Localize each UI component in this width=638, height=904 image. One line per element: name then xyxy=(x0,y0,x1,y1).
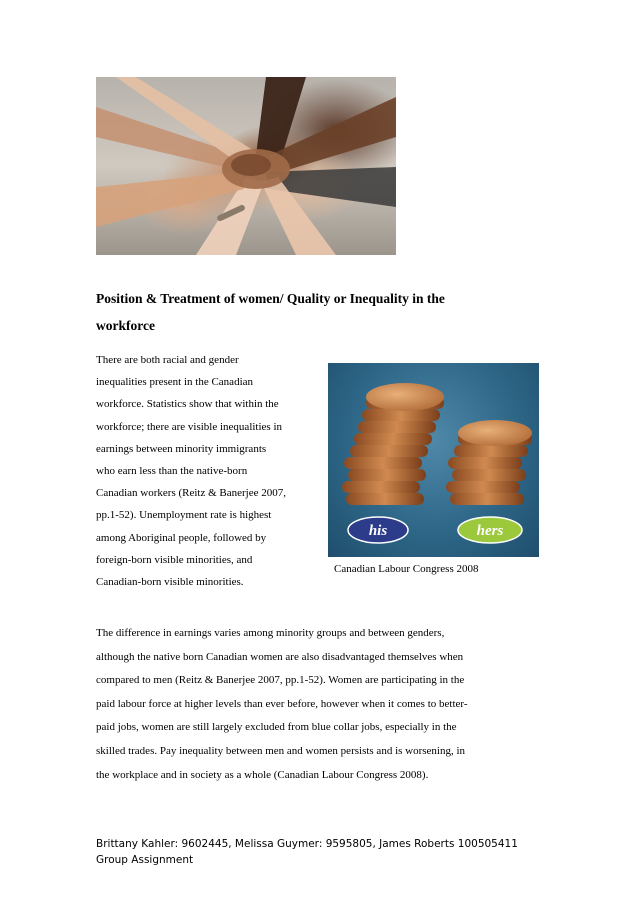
intro-line: among Aboriginal people, followed by xyxy=(96,531,267,544)
hers-label: hers xyxy=(476,523,504,539)
intro-line: Canadian workers (Reitz & Banerjee 2007, xyxy=(96,487,286,500)
page-footer xyxy=(96,836,556,868)
his-label: his xyxy=(368,523,388,539)
body-line: compared to men (Reitz & Banerjee 2007, pp.1-52). Women are participating in the xyxy=(96,674,465,687)
intro-line: foreign-born visible minorities, and xyxy=(96,553,253,566)
intro-line: earnings between minority immigrants xyxy=(96,442,267,455)
heading-line-2: workforce xyxy=(96,318,155,333)
hers-coin-stack xyxy=(446,420,532,505)
body-line: the workplace and in society as a whole (Canadian Labour Congress 2008). xyxy=(96,768,429,781)
body-line: although the native born Canadian women are also disadvantaged themselves when xyxy=(96,650,464,663)
intro-line: pp.1-52). Unemployment rate is highest xyxy=(96,509,272,522)
image-caption: Canadian Labour Congress 2008 xyxy=(334,563,479,575)
intro-line: who earn less than the native-born xyxy=(96,465,248,478)
body-line: skilled trades. Pay inequality between men and women persists and is worsening, in xyxy=(96,744,466,757)
hands-together-photo xyxy=(96,77,396,255)
body-line: paid jobs, women are still largely excluded from blue collar jobs, especially in the xyxy=(96,721,457,734)
coin-stacks-illustration xyxy=(328,363,539,557)
footer-assignment: Group Assignment xyxy=(96,854,194,866)
body-paragraph xyxy=(96,622,546,787)
intro-line: There are both racial and gender xyxy=(96,354,239,366)
section-heading xyxy=(96,285,526,339)
intro-line: workforce; there are visible inequalities in xyxy=(96,420,283,433)
coin-stacks-photo xyxy=(328,363,539,557)
intro-line: Canadian-born visible minorities. xyxy=(96,576,244,589)
footer-authors: Brittany Kahler: 9602445, Melissa Guymer: 9595805, James Roberts 100505411 xyxy=(96,838,518,850)
intro-line: workforce. Statistics show that within the xyxy=(96,398,279,411)
his-coin-stack xyxy=(342,383,444,505)
heading-line-1: Position & Treatment of women/ Quality or Inequality in the xyxy=(96,291,445,306)
hands-illustration xyxy=(96,77,396,255)
body-line: paid labour force at higher levels than ever before, however when it comes to better- xyxy=(96,697,468,710)
body-line: The difference in earnings varies among minority groups and between genders, xyxy=(96,627,445,639)
intro-paragraph xyxy=(96,349,326,593)
intro-line: inequalities present in the Canadian xyxy=(96,376,254,389)
